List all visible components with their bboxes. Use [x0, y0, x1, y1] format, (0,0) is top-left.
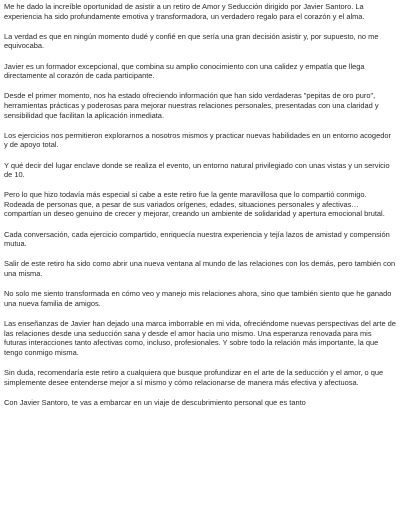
paragraph: Me he dado la increíble oportunidad de asistir a un retiro de Amor y Seducción dirigido por Javier Santoro. La experiencia ha sido profundamente emotiva y transformadora, un verdadero regalo para el corazón y el alma.	[4, 2, 365, 21]
paragraph: La verdad es que en ningún momento dudé y confié en que sería una gran decisión asistir y, por supuesto, no me equivocaba.	[4, 31, 379, 51]
paragraph: No solo me siento transformada en cómo veo y manejo mis relaciones ahora, sino que también siento que he ganado una nueva familia de amigos.	[4, 289, 392, 308]
paragraph: Javier es un formador excepcional, que combina su amplio conocimiento con una calidez y empatía que llega directamente al corazón de cada participante.	[4, 61, 365, 81]
paragraph: Desde el primer momento, nos ha estado ofreciendo información que han sido verdaderas "pepitas de oro puro", herramientas prácticas y poderosas para mejorar nuestras relaciones personales, presentadas con una claridad y sensibilidad que facilitan la aplicación inmediata.	[4, 91, 379, 120]
paragraph: Con Javier Santoro, te vas a embarcar en un viaje de descubrimiento personal que es tanto	[4, 397, 306, 407]
testimonial-text	[4, 2, 396, 407]
paragraph: Pero lo que hizo todavía más especial si cabe a este retiro fue la gente maravillosa que lo compartió conmigo. Rodeada de personas que, a pesar de sus variados orígenes, edades, situaciones personales y afectivas… compartían un deseo genuino de crecer y mejorar, creando un ambiente de solidaridad y apertura emocional brutal.	[4, 190, 385, 219]
paragraph: Los ejercicios nos permitieron explorarnos a nosotros mismos y practicar nuevas habilidades en un entorno acogedor y de apoyo total.	[4, 130, 391, 150]
paragraph: Salir de este retiro ha sido como abrir una nueva ventana al mundo de las relaciones con los demás, pero también con una misma.	[4, 259, 396, 279]
paragraph: Sin duda, recomendaría este retiro a cualquiera que busque profundizar en el arte de la seducción y el amor, o que simplemente desee entenderse mejor a sí mismo y cómo relacionarse de manera más efectiva y afectuosa.	[4, 367, 384, 387]
paragraph: Las enseñanzas de Javier han dejado una marca imborrable en mi vida, ofreciéndome nuevas perspectivas del arte de las relaciones desde una seducción sana y desde el amor hacia uno mismo. Una esperanza renovada para mis futuras interacciones tanto afectivas como, incluso, profesionales. Y sobre todo la relación más importante, la que tengo conmigo misma.	[4, 319, 396, 357]
paragraph: Cada conversación, cada ejercicio compartido, enriquecía nuestra experiencia y tejía lazos de amistad y compensión mutua.	[4, 229, 390, 249]
paragraph: Y qué decir del lugar enclave donde se realiza el evento, un entorno natural privilegiado con unas vistas y un servicio de 10.	[4, 160, 390, 180]
